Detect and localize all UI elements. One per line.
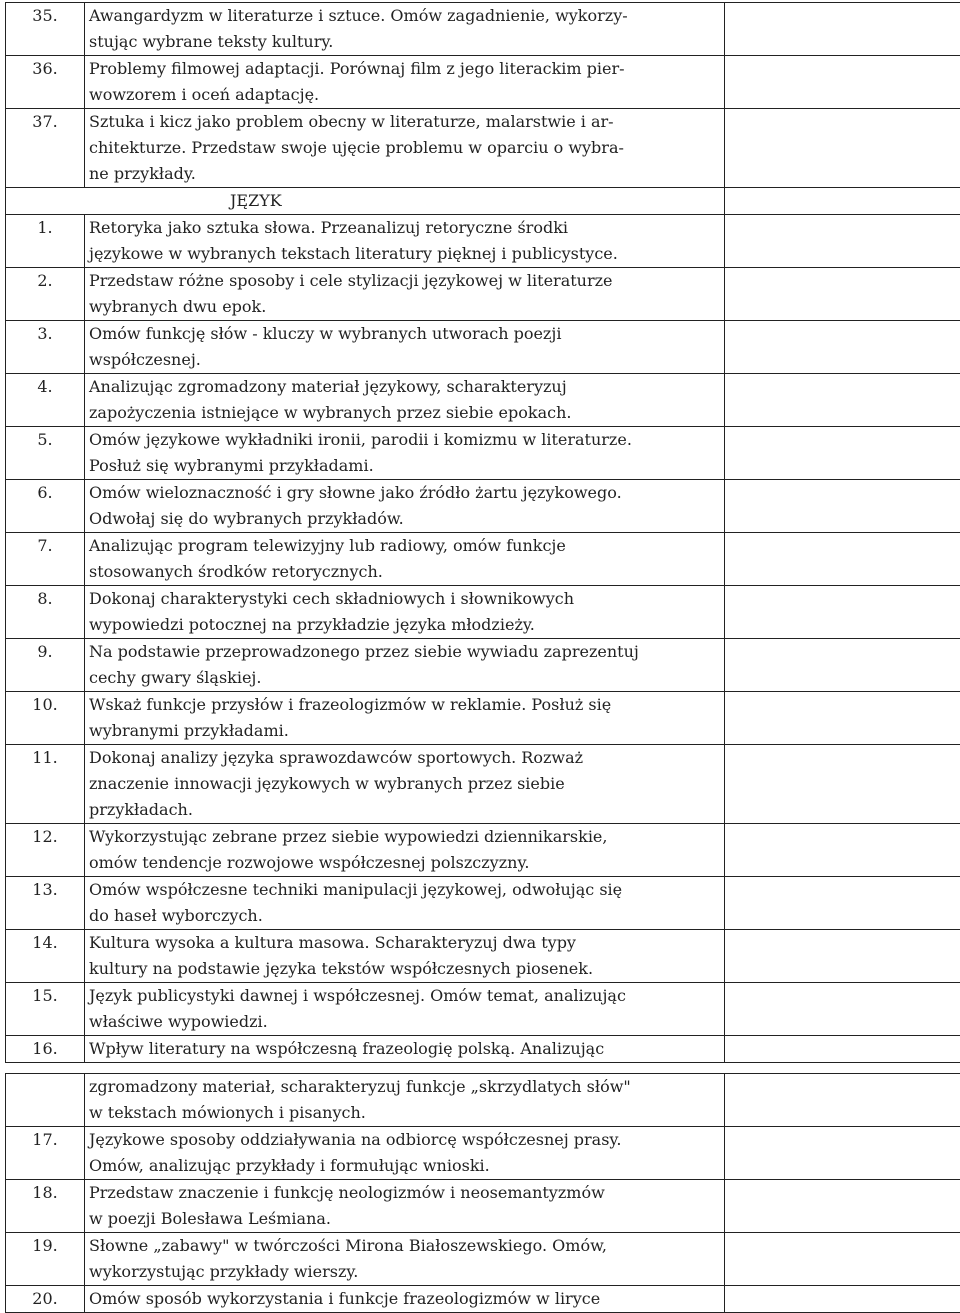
- topic-text: [85, 1127, 725, 1180]
- topic-text-line: Problemy filmowej adaptacji. Porównaj film z jego literackim pier-: [89, 56, 722, 82]
- topic-text-line: Na podstawie przeprowadzonego przez siebie wywiadu zaprezentuj: [89, 639, 722, 665]
- topic-text-line: Dokonaj charakterystyki cech składniowych i słownikowych: [89, 586, 722, 612]
- topic-text-line: ne przykłady.: [89, 161, 722, 187]
- topic-text-line: Wskaż funkcje przysłów i frazeologizmów w reklamie. Posłuż się: [89, 692, 722, 718]
- topic-text-line: Omów wieloznaczność i gry słowne jako źródło żartu językowego.: [89, 480, 722, 506]
- empty-cell: [725, 1286, 960, 1313]
- topic-number: 20.: [6, 1286, 85, 1313]
- topic-text: [85, 374, 725, 427]
- topic-text: [85, 533, 725, 586]
- empty-cell: [725, 215, 960, 268]
- topic-number: 15.: [6, 983, 85, 1036]
- topic-text: [85, 1233, 725, 1286]
- topic-text: [85, 692, 725, 745]
- empty-cell: [725, 480, 960, 533]
- topic-text-line: wowzorem i oceń adaptację.: [89, 82, 722, 108]
- topic-row: [6, 1180, 960, 1233]
- topic-text-line: zapożyczenia istniejące w wybranych przez siebie epokach.: [89, 400, 722, 426]
- topic-text-line: Omów sposób wykorzystania i funkcje frazeologizmów w liryce: [89, 1286, 722, 1312]
- topic-number: 14.: [6, 930, 85, 983]
- empty-cell: [725, 268, 960, 321]
- topic-text: [85, 824, 725, 877]
- empty-cell: [725, 3, 960, 56]
- topic-number: 8.: [6, 586, 85, 639]
- empty-cell: [725, 427, 960, 480]
- topic-number: 2.: [6, 268, 85, 321]
- topic-row: [6, 480, 960, 533]
- topic-text-line: Posłuż się wybranymi przykładami.: [89, 453, 722, 479]
- topic-text: [85, 427, 725, 480]
- topic-number: 19.: [6, 1233, 85, 1286]
- topic-row: [6, 692, 960, 745]
- topic-text-line: omów tendencje rozwojowe współczesnej polszczyzny.: [89, 850, 722, 876]
- section-heading: JĘZYK: [6, 188, 725, 215]
- topic-text: [85, 1074, 725, 1127]
- topic-text-line: Słowne „zabawy" w twórczości Mirona Białoszewskiego. Omów,: [89, 1233, 722, 1259]
- topic-number: 16.: [6, 1036, 85, 1063]
- topic-text-line: Omów współczesne techniki manipulacji językowej, odwołując się: [89, 877, 722, 903]
- topic-row: [6, 56, 960, 109]
- topic-text: [85, 321, 725, 374]
- topic-row: [6, 1036, 960, 1063]
- empty-cell: [725, 1036, 960, 1063]
- topic-number: 4.: [6, 374, 85, 427]
- topic-text-line: kultury na podstawie języka tekstów współczesnych piosenek.: [89, 956, 722, 982]
- empty-cell: [725, 824, 960, 877]
- topic-number: 36.: [6, 56, 85, 109]
- topic-row: [6, 824, 960, 877]
- topic-number: 6.: [6, 480, 85, 533]
- empty-cell: [725, 930, 960, 983]
- empty-cell: [725, 586, 960, 639]
- topic-text-line: wybranych dwu epok.: [89, 294, 722, 320]
- topic-text-line: wybranymi przykładami.: [89, 718, 722, 744]
- empty-cell: [725, 188, 960, 215]
- empty-cell: [725, 983, 960, 1036]
- topic-number: 17.: [6, 1127, 85, 1180]
- empty-cell: [725, 374, 960, 427]
- topic-row: [6, 374, 960, 427]
- topic-row: [6, 1127, 960, 1180]
- topic-number: 9.: [6, 639, 85, 692]
- empty-cell: [725, 1127, 960, 1180]
- topic-text: [85, 983, 725, 1036]
- topics-table-upper: [5, 2, 960, 1063]
- topic-text-line: Omów językowe wykładniki ironii, parodii i komizmu w literaturze.: [89, 427, 722, 453]
- topic-row: [6, 930, 960, 983]
- topic-text: [85, 3, 725, 56]
- topic-text-line: Dokonaj analizy języka sprawozdawców sportowych. Rozważ: [89, 745, 722, 771]
- topic-text-line: Omów funkcję słów - kluczy w wybranych utworach poezji: [89, 321, 722, 347]
- topic-text-line: stując wybrane teksty kultury.: [89, 29, 722, 55]
- topic-row: [6, 586, 960, 639]
- topic-row: [6, 533, 960, 586]
- empty-cell: [725, 877, 960, 930]
- topic-text-line: w tekstach mówionych i pisanych.: [89, 1100, 722, 1126]
- topics-table-lower: [5, 1073, 960, 1313]
- topic-text: [85, 109, 725, 188]
- topic-text: [85, 268, 725, 321]
- topic-row: [6, 427, 960, 480]
- topic-text-line: Retoryka jako sztuka słowa. Przeanalizuj retoryczne środki: [89, 215, 722, 241]
- topic-number: 18.: [6, 1180, 85, 1233]
- topic-row: [6, 3, 960, 56]
- topic-text: [85, 1180, 725, 1233]
- topic-text: [85, 930, 725, 983]
- topic-row: [6, 745, 960, 824]
- empty-cell: [725, 745, 960, 824]
- topic-text: [85, 1036, 725, 1063]
- section-heading-row: [6, 188, 960, 215]
- topic-number: 1.: [6, 215, 85, 268]
- topic-number: 37.: [6, 109, 85, 188]
- empty-cell: [725, 109, 960, 188]
- topic-text-line: Wykorzystując zebrane przez siebie wypowiedzi dziennikarskie,: [89, 824, 722, 850]
- topic-row: [6, 1286, 960, 1313]
- topic-text-line: Analizując program telewizyjny lub radiowy, omów funkcje: [89, 533, 722, 559]
- topic-row: [6, 321, 960, 374]
- topic-number: 5.: [6, 427, 85, 480]
- topic-text-line: Język publicystyki dawnej i współczesnej. Omów temat, analizując: [89, 983, 722, 1009]
- topic-text-line: właściwe wypowiedzi.: [89, 1009, 722, 1035]
- topic-text-line: językowe w wybranych tekstach literatury pięknej i publicystyce.: [89, 241, 722, 267]
- topic-text-line: Sztuka i kicz jako problem obecny w literaturze, malarstwie i ar-: [89, 109, 722, 135]
- topic-row: [6, 1233, 960, 1286]
- topic-text-line: znaczenie innowacji językowych w wybranych przez siebie: [89, 771, 722, 797]
- topic-text-line: Przedstaw znaczenie i funkcję neologizmów i neosemantyzmów: [89, 1180, 722, 1206]
- empty-cell: [725, 1233, 960, 1286]
- topic-text-line: w poezji Bolesława Leśmiana.: [89, 1206, 722, 1232]
- topic-number: 12.: [6, 824, 85, 877]
- topic-text: [85, 639, 725, 692]
- topic-text-line: Przedstaw różne sposoby i cele stylizacji językowej w literaturze: [89, 268, 722, 294]
- topic-text: [85, 877, 725, 930]
- topic-text-line: Wpływ literatury na współczesną frazeologię polską. Analizując: [89, 1036, 722, 1062]
- topic-text: [85, 56, 725, 109]
- empty-cell: [725, 1180, 960, 1233]
- topic-number: 35.: [6, 3, 85, 56]
- topic-row: [6, 109, 960, 188]
- empty-cell: [725, 1074, 960, 1127]
- topic-text: [85, 1286, 725, 1313]
- empty-cell: [725, 321, 960, 374]
- topic-row: [6, 268, 960, 321]
- topic-number: 10.: [6, 692, 85, 745]
- topic-text-line: chitekturze. Przedstaw swoje ujęcie problemu w oparciu o wybra-: [89, 135, 722, 161]
- topic-text: [85, 215, 725, 268]
- topic-row: [6, 639, 960, 692]
- topic-text-line: przykładach.: [89, 797, 722, 823]
- empty-cell: [725, 692, 960, 745]
- topic-number: [6, 1074, 85, 1127]
- topic-row: [6, 215, 960, 268]
- empty-cell: [725, 639, 960, 692]
- topic-text-line: Awangardyzm w literaturze i sztuce. Omów zagadnienie, wykorzy-: [89, 3, 722, 29]
- topic-row: [6, 1074, 960, 1127]
- topic-text-line: do haseł wyborczych.: [89, 903, 722, 929]
- topic-row: [6, 877, 960, 930]
- topic-text-line: współczesnej.: [89, 347, 722, 373]
- topic-text-line: cechy gwary śląskiej.: [89, 665, 722, 691]
- topic-text-line: Analizując zgromadzony materiał językowy, scharakteryzuj: [89, 374, 722, 400]
- topic-text-line: Kultura wysoka a kultura masowa. Scharakteryzuj dwa typy: [89, 930, 722, 956]
- topic-text-line: Odwołaj się do wybranych przykładów.: [89, 506, 722, 532]
- topic-text-line: Omów, analizując przykłady i formułując wnioski.: [89, 1153, 722, 1179]
- topic-text-line: zgromadzony materiał, scharakteryzuj funkcje „skrzydlatych słów": [89, 1074, 722, 1100]
- topic-text-line: Językowe sposoby oddziaływania na odbiorcę współczesnej prasy.: [89, 1127, 722, 1153]
- topic-text-line: stosowanych środków retorycznych.: [89, 559, 722, 585]
- topic-text: [85, 480, 725, 533]
- topic-text-line: wykorzystując przykłady wierszy.: [89, 1259, 722, 1285]
- topic-number: 11.: [6, 745, 85, 824]
- topic-text-line: wypowiedzi potocznej na przykładzie języka młodzieży.: [89, 612, 722, 638]
- topic-row: [6, 983, 960, 1036]
- topic-text: [85, 586, 725, 639]
- topic-number: 13.: [6, 877, 85, 930]
- topic-text: [85, 745, 725, 824]
- empty-cell: [725, 56, 960, 109]
- topic-number: 3.: [6, 321, 85, 374]
- topic-number: 7.: [6, 533, 85, 586]
- empty-cell: [725, 533, 960, 586]
